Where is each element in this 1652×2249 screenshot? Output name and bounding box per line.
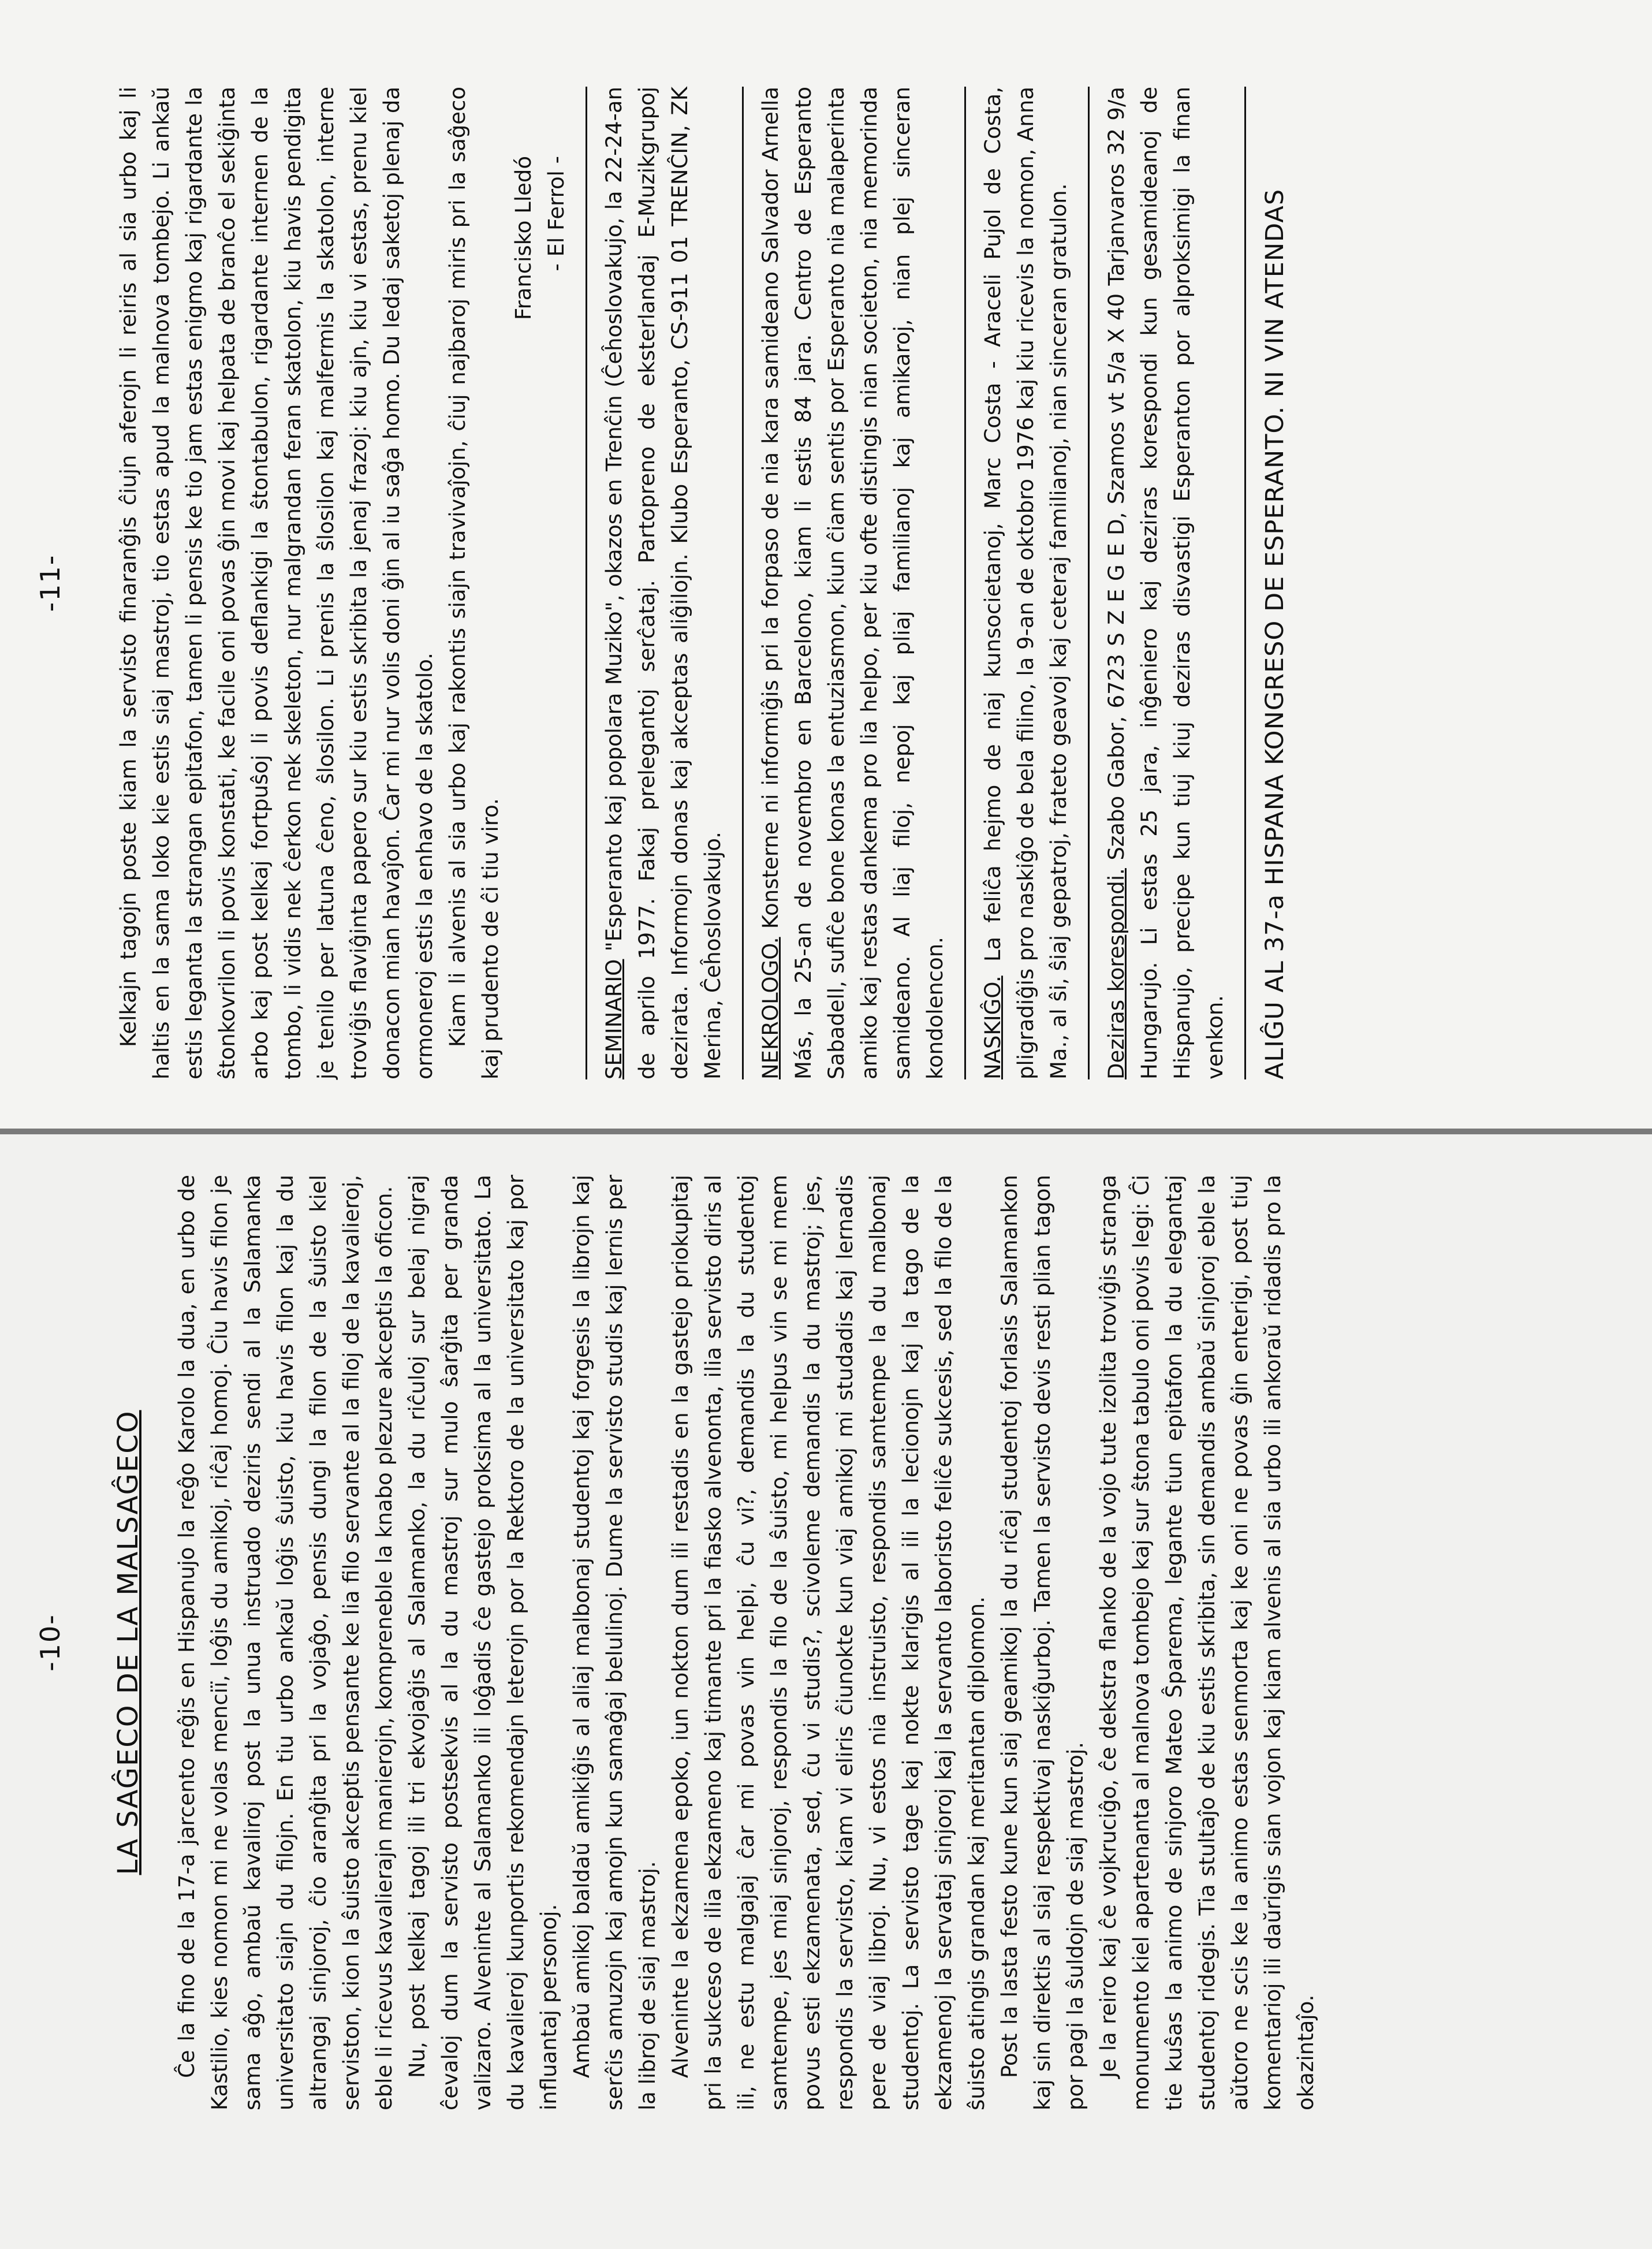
paragraph: Ambaŭ amikoj baldaŭ amikiĝis al aliaj malbonaj studentoj kaj forgesis la librojn kaj serĉis amuzojn kaj amojn kun samaĝaj belulinoj. Dume la servisto studis kaj lernis per la libroj de siaj mastroj. xyxy=(569,1175,660,2110)
page-number: -10- xyxy=(35,1614,66,1671)
divider xyxy=(586,87,587,1079)
page-number: -11- xyxy=(35,554,66,612)
divider xyxy=(742,87,744,1079)
notice-nekrologo xyxy=(754,87,952,1079)
notice-seminario xyxy=(598,87,729,1079)
notice-heading: NEKROLOGO. xyxy=(758,937,783,1079)
notice-naskigo xyxy=(976,87,1075,1079)
paragraph: Alveninte la ekzamena epoko, iun nokton dum ili restadis en la gastejo priokupitaj pri la sukceso de ilia ekzameno kaj timante pri la fiasko alvenonta, ilia servisto diris al ili, ne estu malgajaj ĉar mi povas vin helpi, ĉu vi?, demandis la du studentoj samtempe, jes miaj sinjoroj, respondis la filo de la ŝuisto, mi helpus vin se mi mem povus esti ekzamenata, sed, ĉu vi studis?, scivoleme demandis la du mastroj; jes, respondis la servisto, kiam vi eliris ĉiunokte kun viaj amikoj mi studadis kaj lernadis pere de viaj libroj. Nu, vi estos nia instruisto, respondis samtempe la du malbonaj studentoj. La servisto tage kaj nokte klarigis al ili la lecionojn kaj la tago de la ekzamenoj la servataj sinjoroj kaj la servanto laboristo feliĉe sukcesis, sed la filo de la ŝuisto atingis grandan kaj meritantan diplomon. xyxy=(668,1175,989,2110)
paragraph: Kelkajn tagojn poste kiam la servisto finaranĝis ĉiujn aferojn li reiris al sia urbo kaj li haltis en la sama loko kie estis siaj mastroj, tio estas apud la malnova tombejo. Li ankaŭ estis leganta la strangan epitafon, tamen li pensis ke tio jam estas enigmo kaj rigardante la ŝtonkovrilon li povis konstati, ke facile oni povas ĝin movi kaj helpata de branĉo el sekiĝinta arbo kaj post kelkaj fortpuŝoj li povis deflankigi la ŝtontabulon, rigardante internen de la tombo, li vidis nek ĉerkon nek skeleton, nur malgrandan feran skatolon, kiu havis pendigita je tenilo per latuna ĉeno, ŝlosilon. Li prenis la ŝlosilon kaj malfermis la skatolon, interne troviĝis flaviĝinta papero sur kiu estis skribita la jenaj frazoj: kiu ajn, kiu vi estas, prenu kiel donacon mian havaĵon. Ĉar mi nur volis doni ĝin al iu saĝa homo. Du ledaj saketoj plenaj da ormoneroj estis la enhavo de la skatolo. xyxy=(116,87,437,1079)
paragraph: Post la lasta festo kune kun siaj geamikoj la du riĉaj studentoj forlasis Salamankon kaj sin direktis al siaj respektivaj naskiĝurboj. Tamen la servisto devis resti plian tagon por pagi la ŝuldojn de siaj mastroj. xyxy=(997,1175,1088,2110)
book-gutter xyxy=(0,1129,1652,1134)
article-title: LA SAĜECO DE LA MALSAĜECO xyxy=(112,1410,144,1875)
notice-heading: Deziras korespondi. xyxy=(1104,868,1129,1079)
paragraph: Nu, post kelkaj tagoj ili tri ekvojaĝis al Salamanko, la du riĉuloj sur belaj nigraj ĉevaloj dum la servisto postsekvis al la du mastroj sur mulo ŝarĝita per granda valizaro. Alveninte al Salamanko ili loĝadis ĉe gastejo proksima al la universitato. La du kavalieroj kunportis rekomendajn leterojn por la Rektoro de la universitato kaj por influantaj personoj. xyxy=(405,1175,561,2110)
notice-body: La feliĉa hejmo de niaj kunsocietanoj, Marc Costa - Araceli Pujol de Costa, pligradiĝis pro naskiĝo de bela filino, la 9-an de oktobro 1976 kaj kiu ricevis la nomon, Anna Ma., al ŝi, ŝiaj gepatroj, frateto geavoj kaj ceteraj familianoj, nian sinceran gratulon. xyxy=(980,87,1071,1079)
notice-korespondo xyxy=(1100,87,1232,1079)
paragraph: Je la reiro kaj ĉe vojkruciĝo, ĉe dekstra flanko de la vojo tute izolita troviĝis stranga monumento kiel apartenanta al malnova tombejo kaj sur ŝtona tabulo oni povis legi: Ĉi tie kuŝas la animo de sinjoro Mateo Ŝparema, legante tiun epitafon la du elegantaj studentoj ridegis. Tia stultaĵo de kiu estis skribita, sin demandis ambaŭ sinjoroj eble la aŭtoro ne scis ke la animo estas senmorta kaj ke oni ne povas ĝin enterigi, post tiuj komentarioj ili daŭrigis sian vojon kaj kiam alvenis al sia urbo ili ankoraŭ ridadis pro la okazintaĵo. xyxy=(1096,1175,1318,2110)
congress-announcement: ALIĜU AL 37-a HISPANA KONGRESO DE ESPERANTO. NI VIN ATENDAS xyxy=(1261,188,1289,1079)
divider xyxy=(1244,87,1246,1079)
notice-body: Szabo Gabor, 6723 S Z E G E D, Szamos vt 5/a X 40 Tarjanvaros 32 9/a Hungarujo. Li estas 25 jara, inĝeniero kaj deziras korespondi kun gesamideanoj de Hispanujo, precipe kun tiuj kiuj deziras disvastigi Esperanton por alproksimigi la finan venkon. xyxy=(1104,87,1228,1079)
notice-heading: SEMINARIO xyxy=(602,959,627,1079)
author-name: Francisko Lledó xyxy=(511,156,536,321)
paragraph: Ĉe la fino de la 17-a jarcento reĝis en Hispanujo la reĝo Karolo la dua, en urbo de Kastilio, kies nomon mi ne volas menciï, loĝis du amikoj, riĉaj homoj. Ĉiu havis filon je sama aĝo, ambaŭ kavaliroj post la unua instruado deziris sendi al la Salamanka universitato siajn du filojn. En tiu urbo ankaŭ loĝis ŝuisto, kiu havis filon kaj la du altrangaj sinjoroj, ĉio aranĝita pri la vojaĝo, pensis dungi la filon de la ŝuisto kiel serviston, kion la ŝuisto akceptis pensante ke lia filo servante al la filoj de la kavalieroj, eble li ricevus kavalierajn manierojn, kompreneble la knabo plezure akceptis la oficon. xyxy=(174,1175,397,2110)
divider xyxy=(1088,87,1090,1079)
notice-body: "Esperanto kaj popolara Muziko", okazos en Trenĉin (Ĉeĥoslovakujo, la 22-24-an de aprilo 1977. Fakaj prelegantoj serĉataj. Partopreno de eksterlandaj E-Muzikgrupoj dezirata. Informojn donas kaj akceptas aliĝilojn. Klubo Esperanto, CS-911 01 TRENĈIN, ZK Merina, Ĉeĥoslovakujo. xyxy=(602,87,725,1079)
paragraph: Kiam li alvenis al sia urbo kaj rakontis siajn travivaĵojn, ĉiuj najbaroj miris pri la saĝeco kaj prudento de ĉi tiu viro. xyxy=(445,87,503,1079)
notice-heading: NASKIĜO. xyxy=(980,975,1005,1079)
divider xyxy=(964,87,966,1079)
notice-body: Konsterne ni informiĝis pri la forpaso de nia kara samideano Salvador Arnella Más, la 25-an de novembro en Barcelono, kiam li estis 84 jara. Centro de Esperanto Sabadell, sufiĉe bone konas la entuziasmon, kiun ĉiam sentis por Esperanto nia malaperinta amiko kaj restas dankema pro lia helpo, per kiu ofte distingis nian societon, nia memorinda samideano. Al liaj filoj, nepoj kaj pliaj familianoj kaj amikaroj, nian plej sinceran kondolencon. xyxy=(758,87,948,1079)
author-place: - El Ferrol - xyxy=(544,156,569,271)
page-left xyxy=(0,1134,1652,2249)
